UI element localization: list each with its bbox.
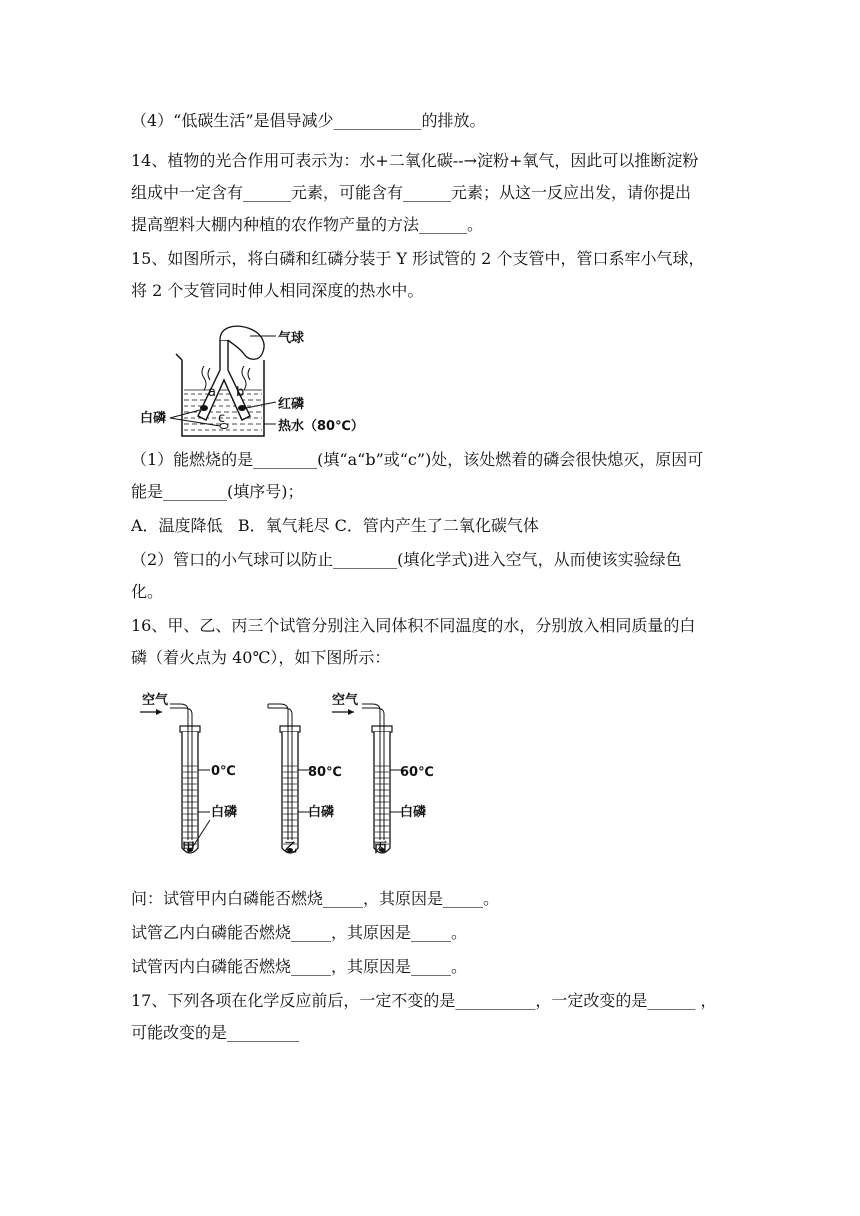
- question-14-line-2: 组成中一定含有______元素，可能含有______元素；从这一反应出发，请你提出: [131, 183, 692, 202]
- label-white-p-bing: 白磷: [400, 805, 427, 820]
- label-temp-jia: 0℃: [211, 764, 236, 779]
- question-4-line: （4）“低碳生活”是倡导减少___________的排放。: [131, 111, 486, 130]
- question-16-line-1: 16、甲、乙、丙三个试管分别注入同体积不同温度的水，分别放入相同质量的白: [131, 616, 696, 635]
- question-15-2-line-2: 化。: [131, 582, 164, 601]
- label-bing: 丙: [374, 841, 388, 856]
- question-15-line-1: 15、如图所示，将白磷和红磷分装于 Y 形试管的 2 个支管中，管口系牢小气球，: [131, 249, 705, 268]
- label-temp-bing: 60℃: [400, 765, 434, 780]
- label-temp-yi: 80℃: [308, 765, 342, 780]
- question-15-options: A．温度降低 B．氧气耗尽 C．管内产生了二氧化碳气体: [131, 516, 539, 535]
- question-15-1-line-1: （1）能燃烧的是________(填“a“b”或“c”)处，该处燃着的磷会很快熄灭，原因可: [131, 450, 704, 469]
- label-white-p-yi: 白磷: [308, 805, 335, 820]
- label-air-1: 空气: [142, 693, 169, 708]
- question-15-1-line-2: 能是________(填序号)；: [131, 482, 304, 501]
- label-air-3: 空气: [332, 693, 359, 708]
- label-white-p-jia: 白磷: [211, 805, 238, 820]
- label-a: a: [208, 385, 216, 400]
- test-tube-jia: [140, 704, 210, 853]
- test-tube-bing: [332, 704, 402, 853]
- label-b: b: [236, 385, 245, 400]
- question-14-line-3: 提高塑料大棚内种植的农作物产量的方法______。: [131, 215, 484, 234]
- label-white-phosphorus: 白磷: [140, 411, 167, 426]
- question-17-line-2: 可能改变的是_________: [131, 1023, 300, 1042]
- figure-15-beaker: [140, 318, 380, 446]
- label-balloon: 气球: [278, 331, 305, 346]
- label-c: c: [218, 411, 226, 426]
- question-16-line-2: 磷（着火点为 40℃），如下图所示：: [131, 648, 391, 667]
- label-red-phosphorus: 红磷: [278, 397, 305, 412]
- label-hot-water: 热水（80℃）: [278, 419, 364, 434]
- question-15-2-line-1: （2）管口的小气球可以防止________(填化学式)进入空气，从而使该实验绿色: [131, 550, 682, 569]
- test-tube-yi: [268, 704, 310, 853]
- label-yi: 乙: [284, 841, 298, 856]
- question-16-ask-jia: 问：试管甲内白磷能否燃烧_____，其原因是_____。: [131, 889, 500, 908]
- question-16-ask-yi: 试管乙内白磷能否燃烧_____，其原因是_____。: [131, 923, 468, 942]
- question-17-line-1: 17、下列各项在化学反应前后，一定不变的是__________，一定改变的是______ ，: [131, 991, 717, 1010]
- label-jia: 甲: [182, 841, 196, 856]
- question-16-ask-bing: 试管丙内白磷能否燃烧_____，其原因是_____。: [131, 957, 468, 976]
- question-14-line-1: 14、植物的光合作用可表示为：水+二氧化碳--→淀粉+氧气，因此可以推断淀粉: [131, 151, 699, 170]
- figure-16-test-tubes: [140, 690, 440, 865]
- question-15-line-2: 将 2 个支管同时伸人相同深度的热水中。: [131, 281, 424, 300]
